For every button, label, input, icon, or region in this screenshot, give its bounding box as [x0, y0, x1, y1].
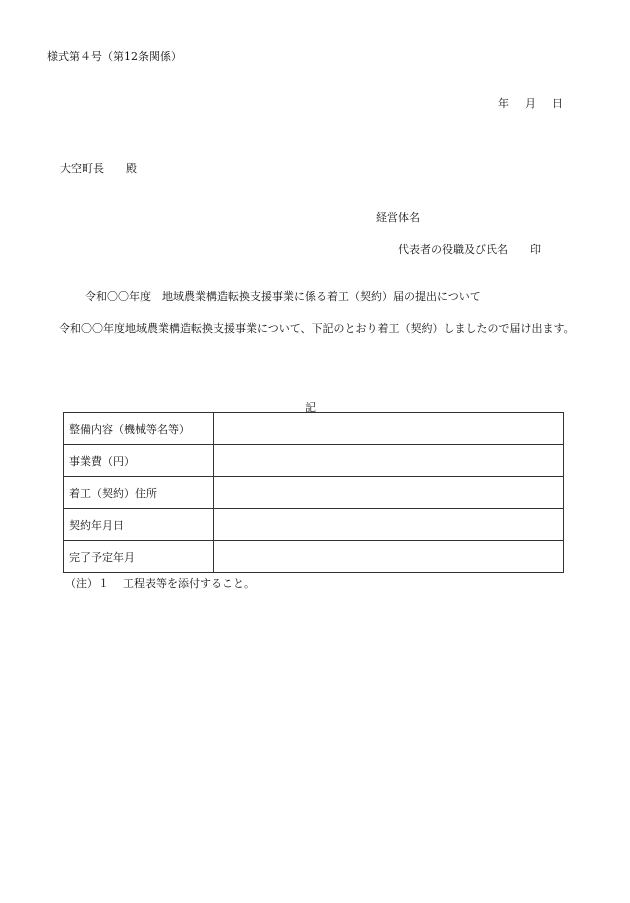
addressee — [60, 160, 137, 176]
date-year: 年 — [498, 97, 509, 110]
note-prefix: （注）１ — [65, 577, 109, 590]
row-label: 着工（契約）住所 — [64, 477, 214, 509]
table-row — [64, 413, 564, 445]
addressee-name: 大空町長 — [60, 162, 104, 175]
detail-table — [63, 412, 564, 573]
form-number: 様式第４号（第12条関係） — [47, 50, 182, 63]
row-label: 整備内容（機械等名等） — [64, 413, 214, 445]
body-text: 令和〇〇年度地域農業構造転換支援事業について、下記のとおり着工（契約）しましたので届け出ます。 — [59, 322, 575, 335]
row-label: 契約年月日 — [64, 509, 214, 541]
date-month: 月 — [525, 97, 536, 110]
representative-label: 代表者の役職及び氏名 — [398, 243, 508, 256]
row-value[interactable] — [214, 413, 564, 445]
row-label: 完了予定年月 — [64, 541, 214, 573]
date-line — [498, 95, 563, 111]
date-day: 日 — [552, 97, 563, 110]
table-row — [64, 541, 564, 573]
row-value[interactable] — [214, 541, 564, 573]
table-row — [64, 477, 564, 509]
record-heading: 記 — [305, 401, 316, 414]
note-text: 工程表等を添付すること。 — [123, 577, 255, 590]
table-row — [64, 445, 564, 477]
row-value[interactable] — [214, 477, 564, 509]
addressee-honorific: 殿 — [126, 162, 137, 175]
seal-mark: 印 — [530, 243, 541, 256]
row-value[interactable] — [214, 509, 564, 541]
row-value[interactable] — [214, 445, 564, 477]
subject-line: 令和〇〇年度 地域農業構造転換支援事業に係る着工（契約）届の提出について — [85, 290, 481, 303]
row-label: 事業費（円） — [64, 445, 214, 477]
entity-name-label: 経営体名 — [376, 211, 420, 224]
note — [65, 575, 255, 591]
representative-line — [398, 241, 541, 257]
table-row — [64, 509, 564, 541]
